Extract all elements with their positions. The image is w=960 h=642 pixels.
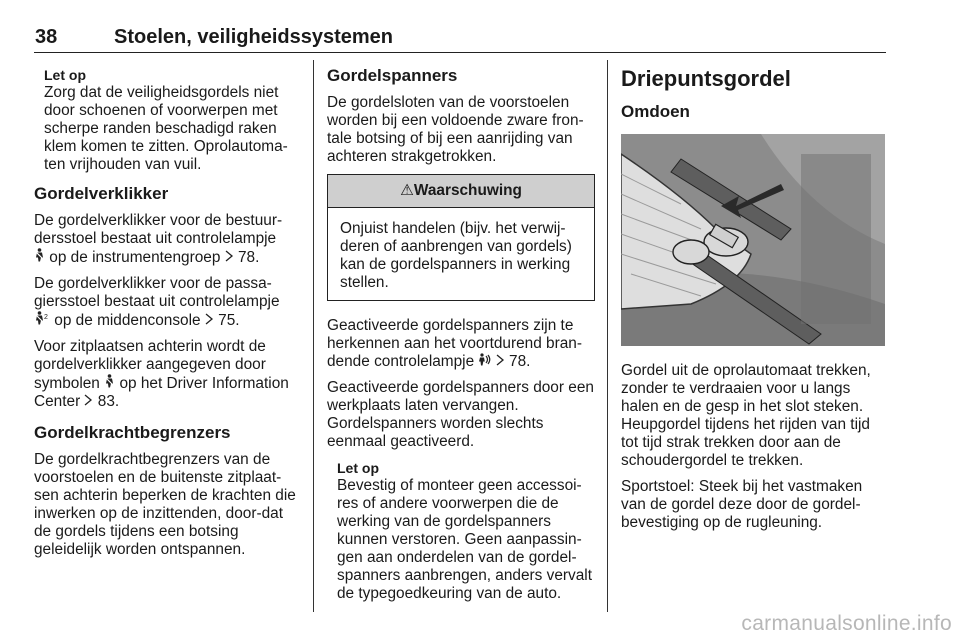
note-label: Let op	[337, 460, 379, 476]
column-divider	[313, 60, 314, 612]
section-heading-gordelkrachtbegrenzers: Gordelkrachtbegrenzers	[34, 423, 231, 442]
note-block	[337, 459, 595, 603]
subsection-heading-omdoen: Omdoen	[621, 102, 690, 121]
note-block	[44, 66, 302, 174]
airbag-tensioner-icon	[478, 353, 491, 371]
page-header	[34, 26, 886, 53]
page-reference[interactable]: 83.	[97, 393, 120, 410]
warning-header	[328, 175, 594, 208]
paragraph-text: op het Driver Information Center	[34, 375, 289, 410]
page-reference-icon	[225, 249, 234, 267]
seatbelt-illustration	[621, 134, 885, 346]
svg-text:2: 2	[44, 314, 48, 321]
paragraph: Geactiveerde gordelspanners door een werkplaats laten vervangen. Gordelspanners worden slechts eenmaal geactiveerd.	[327, 379, 594, 450]
paragraph-text: Geactiveerde gordelspanners zijn te herkennen aan het voortdurend bran-dende controlelampje	[327, 317, 582, 370]
paragraph-text: op de instrumentengroep	[49, 249, 221, 266]
paragraph-text: De gordelverklikker voor de passa-giersstoel bestaat uit controlelampje	[34, 275, 280, 310]
note-text: Zorg dat de veiligheidsgordels niet door schoenen of voorwerpen met scherpe randen beschadigd raken klem komen te zitten. Oprolautoma-ten vrijhouden van vuil.	[44, 84, 288, 173]
page-reference[interactable]: 78.	[237, 249, 260, 266]
column-left	[34, 66, 302, 567]
paragraph	[34, 212, 302, 267]
seatbelt-warning-icon	[34, 248, 45, 267]
page-reference[interactable]: 75.	[218, 312, 240, 329]
page-reference[interactable]: 78.	[509, 353, 531, 370]
section-title-driepuntsgordel: Driepuntsgordel	[621, 66, 791, 91]
page-reference-icon	[496, 353, 505, 371]
paragraph-text: op de middenconsole	[54, 312, 201, 329]
paragraph	[327, 317, 595, 371]
page-number: 38	[35, 26, 58, 48]
paragraph: De gordelsloten van de voorstoelen worden bij een voldoende zware fron-tale botsing of bij een aanrijding van achteren strakgetrokken.	[327, 94, 584, 165]
warning-box	[327, 174, 595, 301]
note-text: Bevestig of monteer geen accessoi-res of andere voorwerpen die de werking van de gordelspanners kunnen verstoren. Geen aanpassin-gen aan onderdelen van de gordel-spanners aanbrengen, anders vervalt de typegoedkeuring van de auto.	[337, 477, 592, 602]
note-label: Let op	[44, 67, 86, 83]
paragraph-text: De gordelverklikker voor de bestuur-dersstoel bestaat uit controlelampje	[34, 212, 283, 247]
paragraph	[34, 338, 302, 411]
warning-text: Onjuist handelen (bijv. het verwij-deren of aanbrengen van gordels) kan de gordelspanners in werking stellen.	[340, 220, 572, 291]
section-heading-gordelspanners: Gordelspanners	[327, 66, 458, 85]
paragraph: De gordelkrachtbegrenzers van de voorstoelen en de buitenste zitplaat-sen achterin beperken de krachten die inwerken op de inzittenden, door-dat de gordels tijdens een botsing geleidelijk worden ontspannen.	[34, 451, 296, 558]
warning-triangle-icon: ⚠	[400, 182, 414, 199]
paragraph: Sportstoel: Steek bij het vastmaken van de gordel deze door de gordel-bevestiging op de rugleuning.	[621, 478, 863, 531]
warning-label: Waarschuwing	[413, 182, 522, 199]
watermark: carmanualsonline.info	[741, 612, 952, 635]
section-heading-gordelverklikker: Gordelverklikker	[34, 184, 169, 203]
paragraph: Gordel uit de oprolautomaat trekken, zonder te verdraaien voor u langs halen en de gesp in het slot steken. Heupgordel tijdens het rijden van tijd tot tijd strak trekken door aan de schoudergordel te trekken.	[621, 362, 871, 469]
paragraph-text: Voor zitplaatsen achterin wordt de gordelverklikker aangegeven door symbolen	[34, 338, 266, 392]
page-reference-icon	[84, 393, 93, 411]
seatbelt-warning-icon	[104, 374, 115, 393]
column-right	[621, 66, 887, 540]
paragraph	[34, 275, 302, 330]
passenger-seatbelt-icon	[34, 311, 50, 330]
chapter-title: Stoelen, veiligheidssystemen	[114, 26, 393, 48]
page-reference-icon	[205, 312, 214, 330]
column-middle	[327, 66, 595, 613]
column-divider	[607, 60, 608, 612]
